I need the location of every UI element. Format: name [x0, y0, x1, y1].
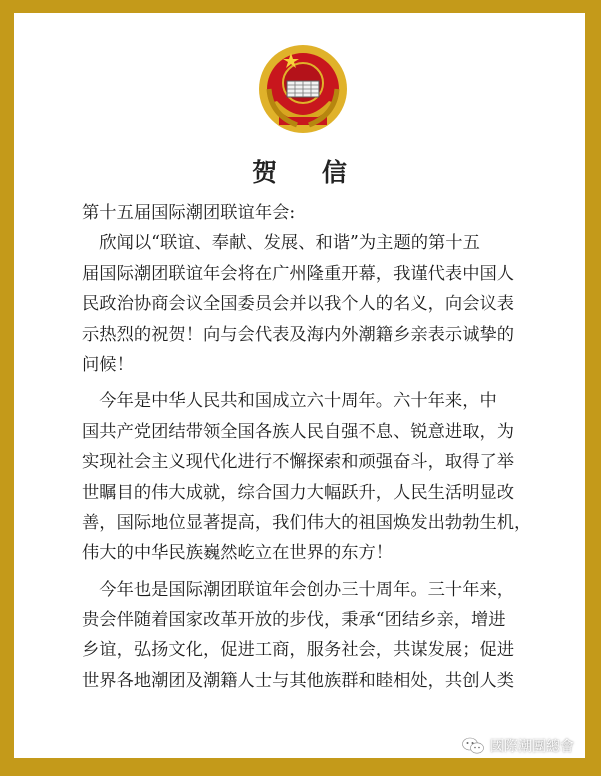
text-line: 国共产党团结带领全国各族人民自强不息、锐意进取，为 [82, 421, 515, 442]
paragraph-2 [82, 386, 537, 568]
text-line: 伟大的中华民族巍然屹立在世界的东方！ [82, 543, 394, 564]
paragraph-1 [82, 228, 537, 380]
watermark [462, 736, 574, 756]
letter-page [14, 13, 585, 758]
text-line: 民政治协商会议全国委员会并以我个人的名义，向会议表 [82, 294, 515, 315]
text-line: 善，国际地位显著提高，我们伟大的祖国焕发出勃勃生机， [82, 512, 532, 533]
text-line: 示热烈的祝贺！向与会代表及海内外潮籍乡亲表示诚挚的 [82, 324, 515, 345]
watermark-text: 國際潮團總會 [490, 739, 574, 755]
text-line: 乡谊，弘扬文化，促进工商，服务社会，共谋发展；促进 [82, 640, 515, 661]
text-line: 世界各地潮团及潮籍人士与其他族群和睦相处，共创人类 [82, 670, 515, 691]
text-line: 今年是中华人民共和国成立六十周年。六十年来，中 [82, 391, 497, 412]
text-line: 实现社会主义现代化进行不懈探索和顽强奋斗，取得了举 [82, 452, 515, 473]
text-line: 世瞩目的伟大成就，综合国力大幅跃升，人民生活明显改 [82, 482, 515, 503]
letter-body [82, 198, 537, 696]
paragraph-3 [82, 575, 537, 697]
text-line: 欣闻以“联谊、奉献、发展、和谐”为主题的第十五 [82, 233, 480, 254]
text-line: 贵会伴随着国家改革开放的步伐，秉承“团结乡亲，增进 [82, 610, 506, 631]
wechat-icon [462, 737, 484, 755]
cppcc-emblem-icon [257, 43, 349, 135]
text-line: 问候！ [82, 354, 134, 375]
text-line: 届国际潮团联谊年会将在广州隆重开幕，我谨代表中国人 [82, 263, 515, 284]
text-line: 今年也是国际潮团联谊年会创办三十周年。三十年来， [82, 579, 515, 600]
salutation: 第十五届国际潮团联谊年会: [82, 203, 296, 223]
page-title: 贺 信 [252, 158, 365, 187]
